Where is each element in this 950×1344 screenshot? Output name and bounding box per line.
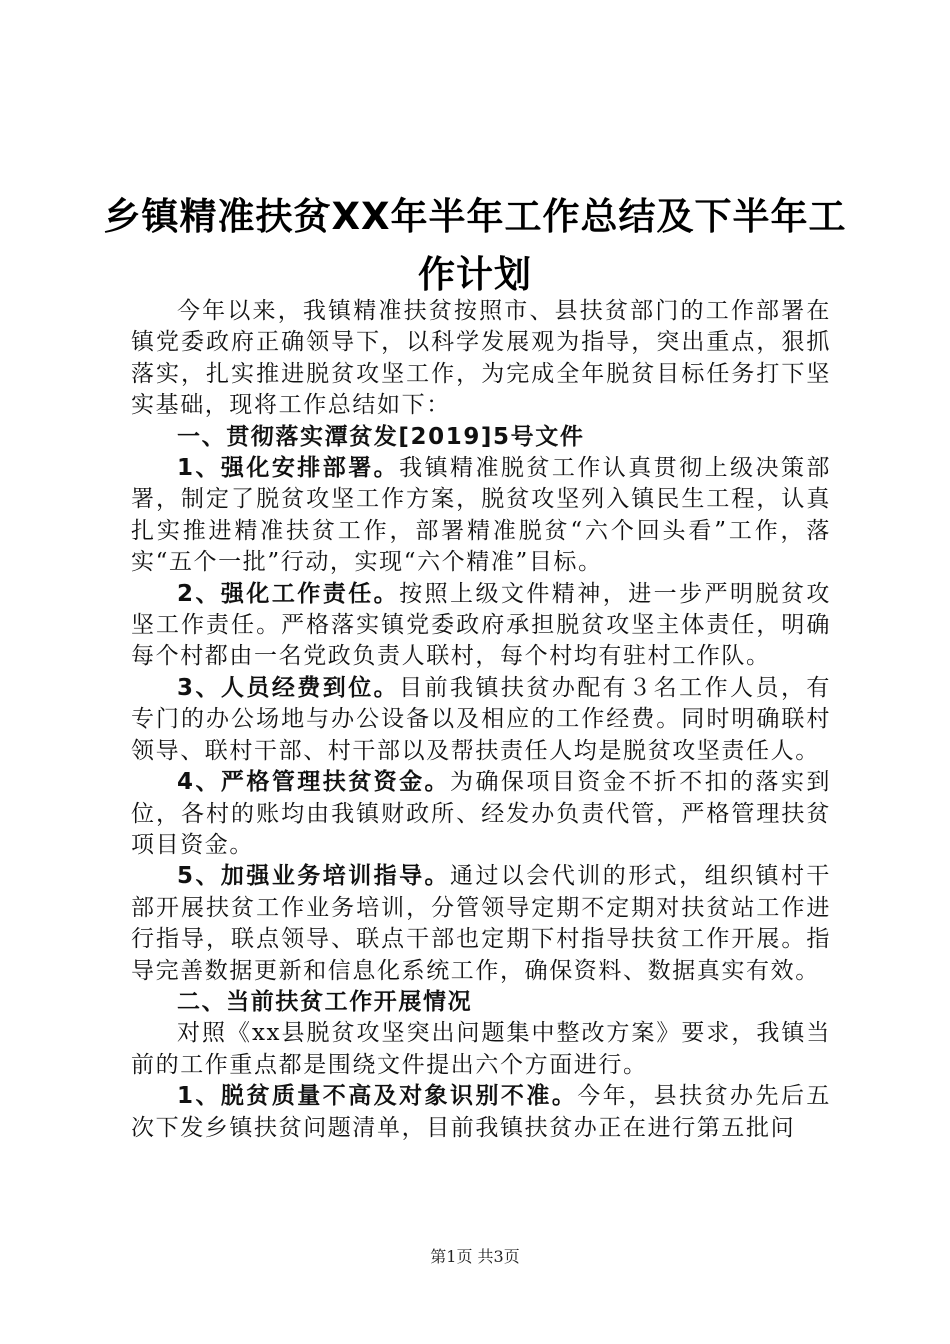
paragraph	[131, 296, 831, 422]
paragraph-text: 今年以来，我镇精准扶贫按照市、县扶贫部门的工作部署在镇党委政府正确领导下，以科学发展观为指导，突出重点，狠抓落实，扎实推进脱贫攻坚工作，为完成全年脱贫目标任务打下坚实基础，现将工作总结如下：	[131, 298, 831, 419]
paragraph	[131, 579, 831, 673]
paragraph	[131, 453, 831, 579]
paragraph-text: 通过以会代训的形式，组织镇村干部开展扶贫工作业务培训，分管领导定期不定期对扶贫站工作进行指导，联点领导、联点干部也定期下村指导扶贫工作开展。指导完善数据更新和信息化系统工作，确保资料、数据真实有效。	[131, 863, 831, 984]
section-heading	[131, 987, 831, 1018]
document-body	[131, 296, 831, 1144]
paragraph	[131, 861, 831, 987]
section-heading	[131, 422, 831, 453]
paragraph	[131, 767, 831, 861]
paragraph-lead: 二、当前扶贫工作开展情况	[177, 988, 473, 1015]
paragraph-text: 为确保项目资金不折不扣的落实到位，各村的账均由我镇财政所、经发办负责代管，严格管理扶贫项目资金。	[131, 769, 831, 858]
document-title-line2: 作计划	[418, 253, 532, 296]
paragraph-lead: 1、强化安排部署。	[177, 455, 400, 482]
paragraph-lead: 3、人员经费到位。	[177, 674, 400, 701]
paragraph-text: 我镇精准脱贫工作认真贯彻上级决策部署，制定了脱贫攻坚工作方案，脱贫攻坚列入镇民生工程，认真扎实推进精准扶贫工作，部署精准脱贫“六个回头看”工作，落实“五个一批”行动，实现“六个精准”目标。	[131, 455, 831, 576]
paragraph-text: 今年，县扶贫办先后五次下发乡镇扶贫问题清单，目前我镇扶贫办正在进行第五批问	[131, 1083, 831, 1141]
page-footer: 第1页 共3页	[430, 1247, 520, 1266]
paragraph	[131, 1018, 831, 1081]
paragraph-lead: 5、加强业务培训指导。	[177, 863, 451, 890]
paragraph-lead: 4、严格管理扶贫资金。	[177, 769, 451, 796]
paragraph	[131, 673, 831, 767]
paragraph-text: 目前我镇扶贫办配有３名工作人员，有专门的办公场地与办公设备以及相应的工作经费。同时明确联村领导、联村干部、村干部以及帮扶责任人均是脱贫攻坚责任人。	[131, 674, 831, 764]
paragraph	[131, 1081, 831, 1144]
paragraph-lead: 1、脱贫质量不高及对象识别不准。	[177, 1083, 578, 1110]
paragraph-lead: 2、强化工作责任。	[177, 580, 400, 607]
paragraph-text: 对照《xx县脱贫攻坚突出问题集中整改方案》要求，我镇当前的工作重点都是围绕文件提出六个方面进行。	[131, 1020, 831, 1078]
paragraph-text: 按照上级文件精神，进一步严明脱贫攻坚工作责任。严格落实镇党委政府承担脱贫攻坚主体责任，明确每个村都由一名党政负责人联村，每个村均有驻村工作队。	[131, 580, 831, 670]
paragraph-lead: 一、贯彻落实潭贫发[2019]5号文件	[177, 423, 585, 450]
document-title-line1: 乡镇精准扶贫XX年半年工作总结及下半年工	[103, 195, 847, 238]
